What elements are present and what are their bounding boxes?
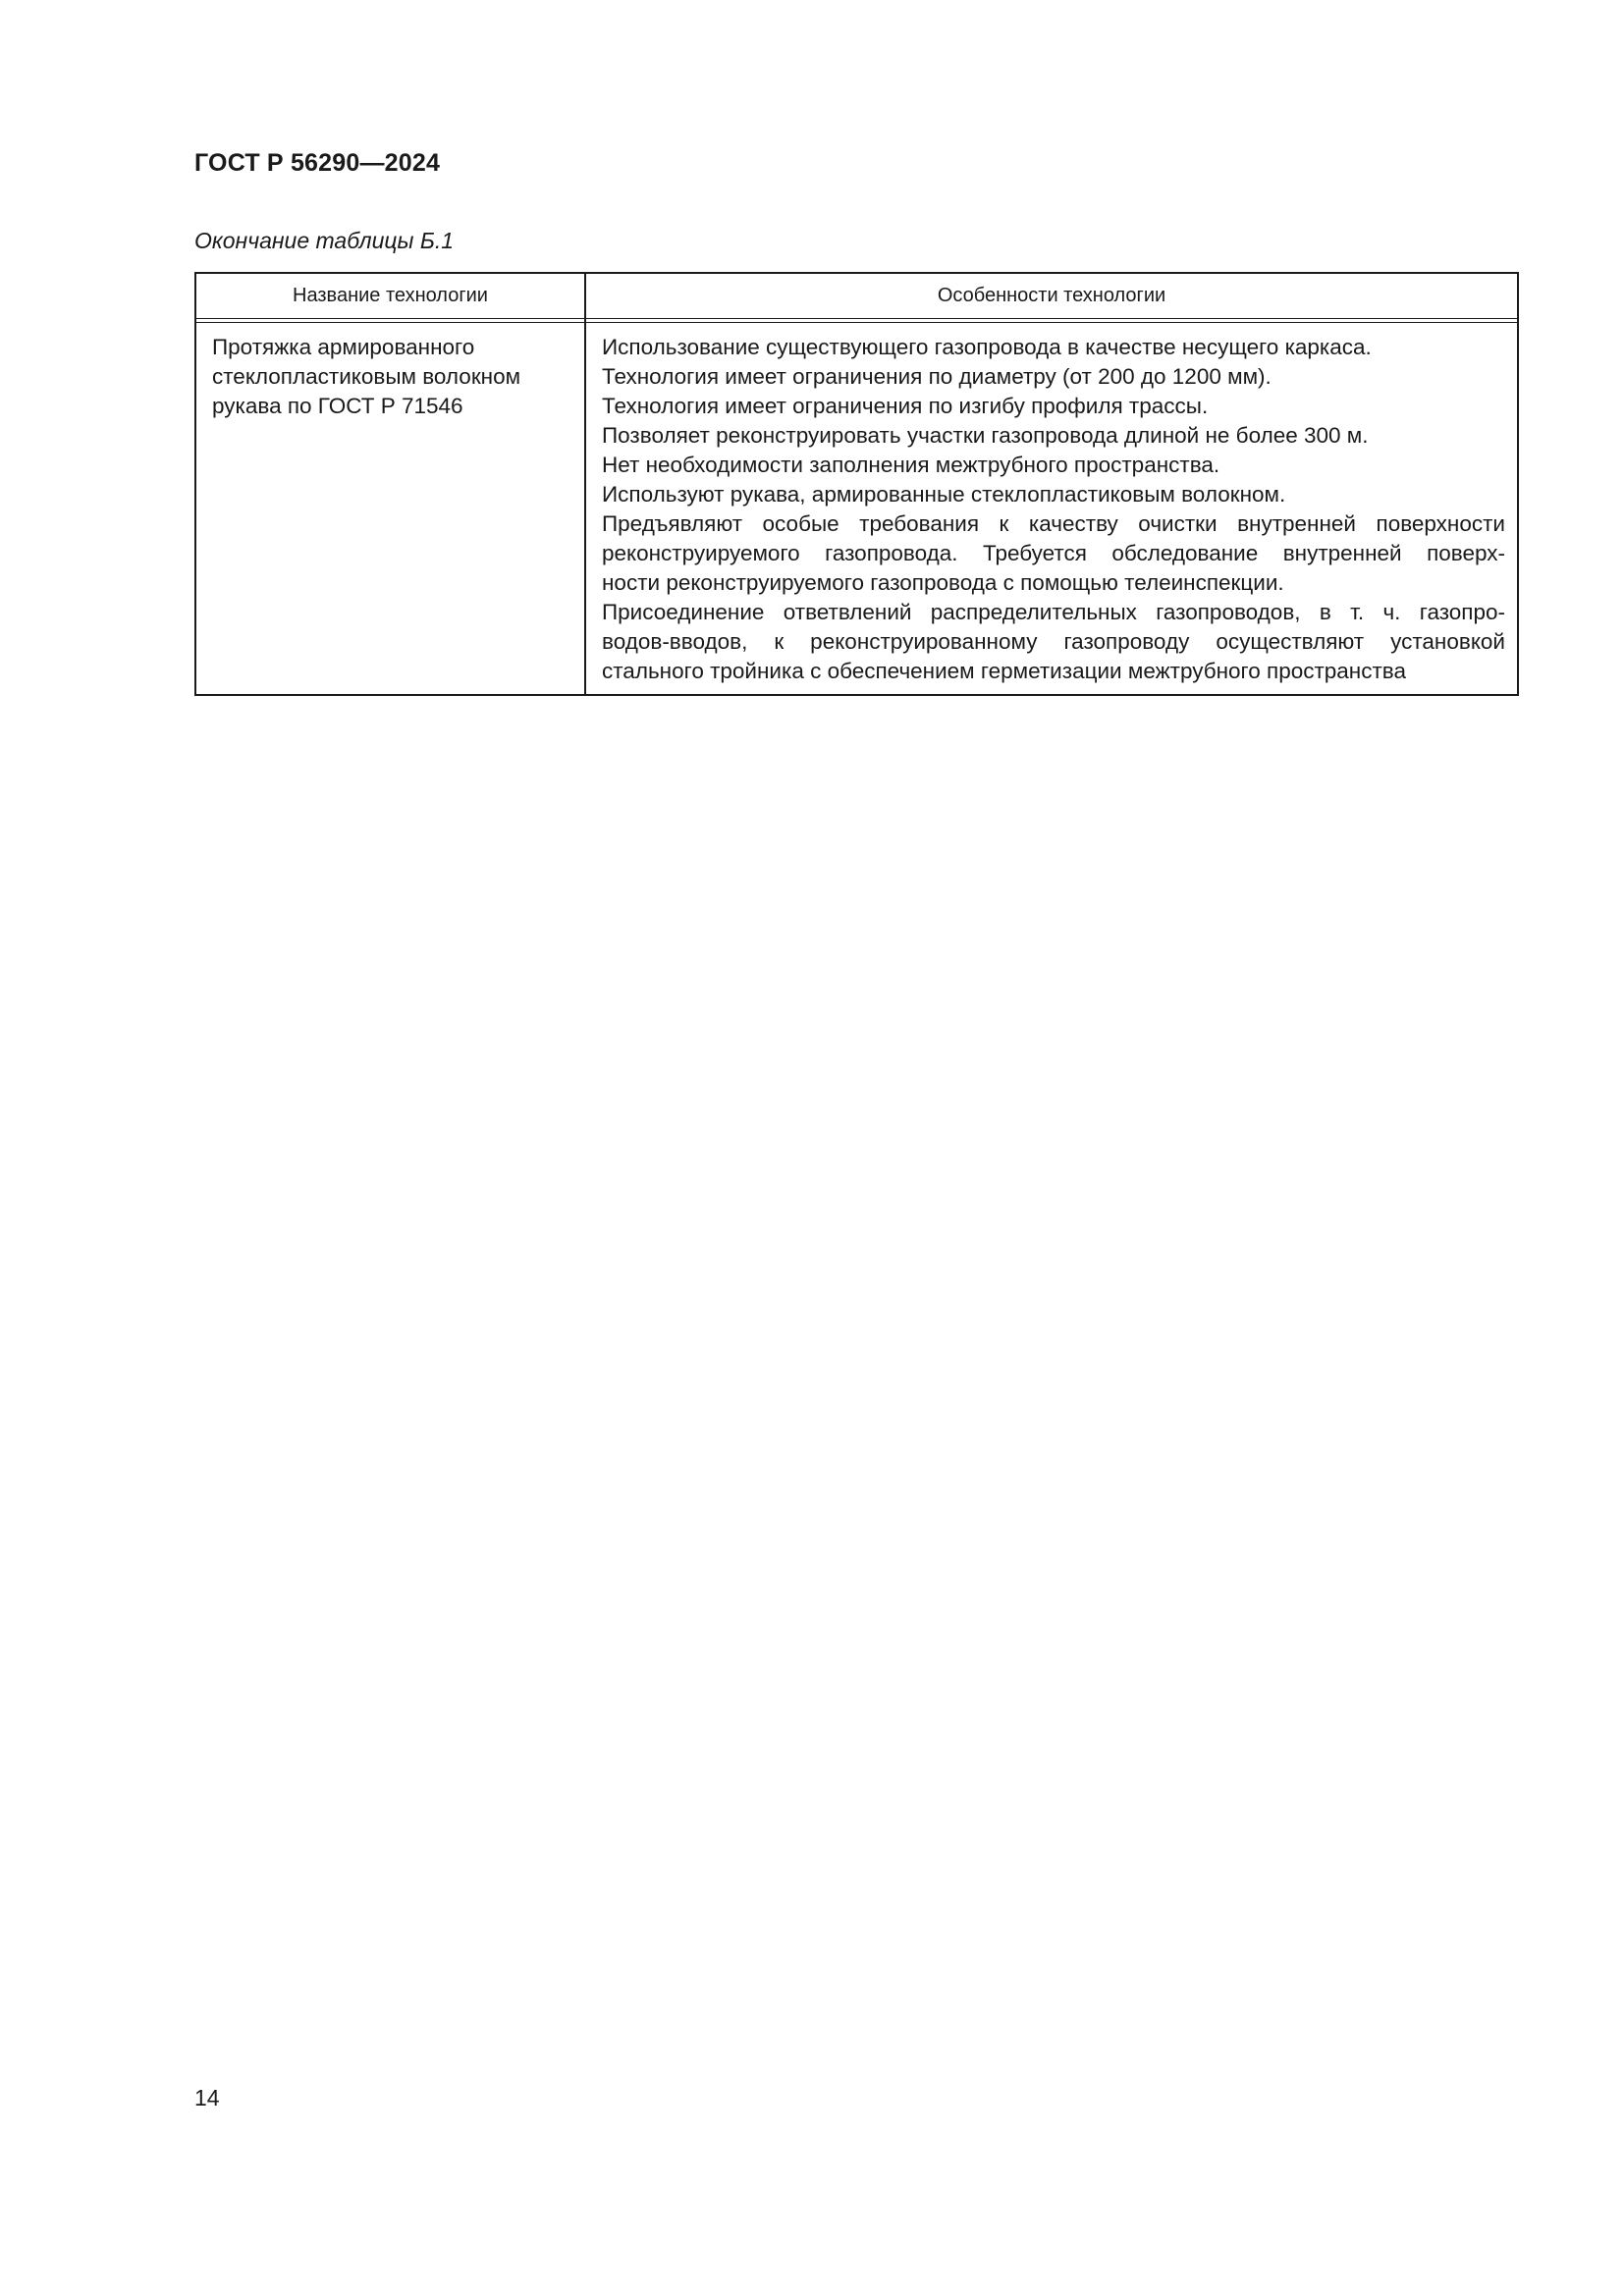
technology-name-line: Протяжка армированного bbox=[212, 335, 475, 359]
feature-line: Используют рукава, армированные стеклопластиковым волокном. bbox=[602, 482, 1286, 507]
feature-line: Нет необходимости заполнения межтрубного пространства. bbox=[602, 453, 1220, 477]
page-number: 14 bbox=[194, 2085, 220, 2110]
table-caption: Окончание таблицы Б.1 bbox=[194, 228, 455, 253]
feature-line: Технология имеет ограничения по изгибу профиля трассы. bbox=[602, 394, 1209, 418]
feature-line: Предъявляют особые требования к качеству очистки внутренней поверхности bbox=[602, 511, 1505, 536]
column-header-technology-features: Особенности технологии bbox=[585, 273, 1518, 319]
feature-line: реконструируемого газопровода. Требуется обследование внутренней поверх- bbox=[602, 541, 1505, 565]
feature-line: Технология имеет ограничения по диаметру (от 200 до 1200 мм). bbox=[602, 364, 1272, 389]
feature-line: Использование существующего газопровода в качестве несущего каркаса. bbox=[602, 335, 1372, 359]
feature-line: ности реконструируемого газопровода с помощью телеинспекции. bbox=[602, 570, 1284, 595]
feature-line: стального тройника с обеспечением герметизации межтрубного пространства bbox=[602, 659, 1406, 683]
technology-table bbox=[194, 272, 1519, 696]
technology-name-line: стеклопластиковым волокном bbox=[212, 364, 521, 389]
table-header bbox=[195, 273, 1518, 323]
technology-features-cell bbox=[585, 323, 1518, 696]
document-standard-title: ГОСТ Р 56290—2024 bbox=[194, 149, 441, 177]
technology-name-line: рукава по ГОСТ Р 71546 bbox=[212, 394, 463, 418]
feature-line: Позволяет реконструировать участки газопровода длиной не более 300 м. bbox=[602, 423, 1369, 448]
feature-line: водов-вводов, к реконструированному газопроводу осуществляют установкой bbox=[602, 629, 1505, 654]
technology-name-cell bbox=[195, 323, 585, 696]
feature-line: Присоединение ответвлений распределительных газопроводов, в т. ч. газопро- bbox=[602, 600, 1505, 624]
table-row bbox=[195, 323, 1518, 696]
column-header-technology-name: Название технологии bbox=[195, 273, 585, 319]
